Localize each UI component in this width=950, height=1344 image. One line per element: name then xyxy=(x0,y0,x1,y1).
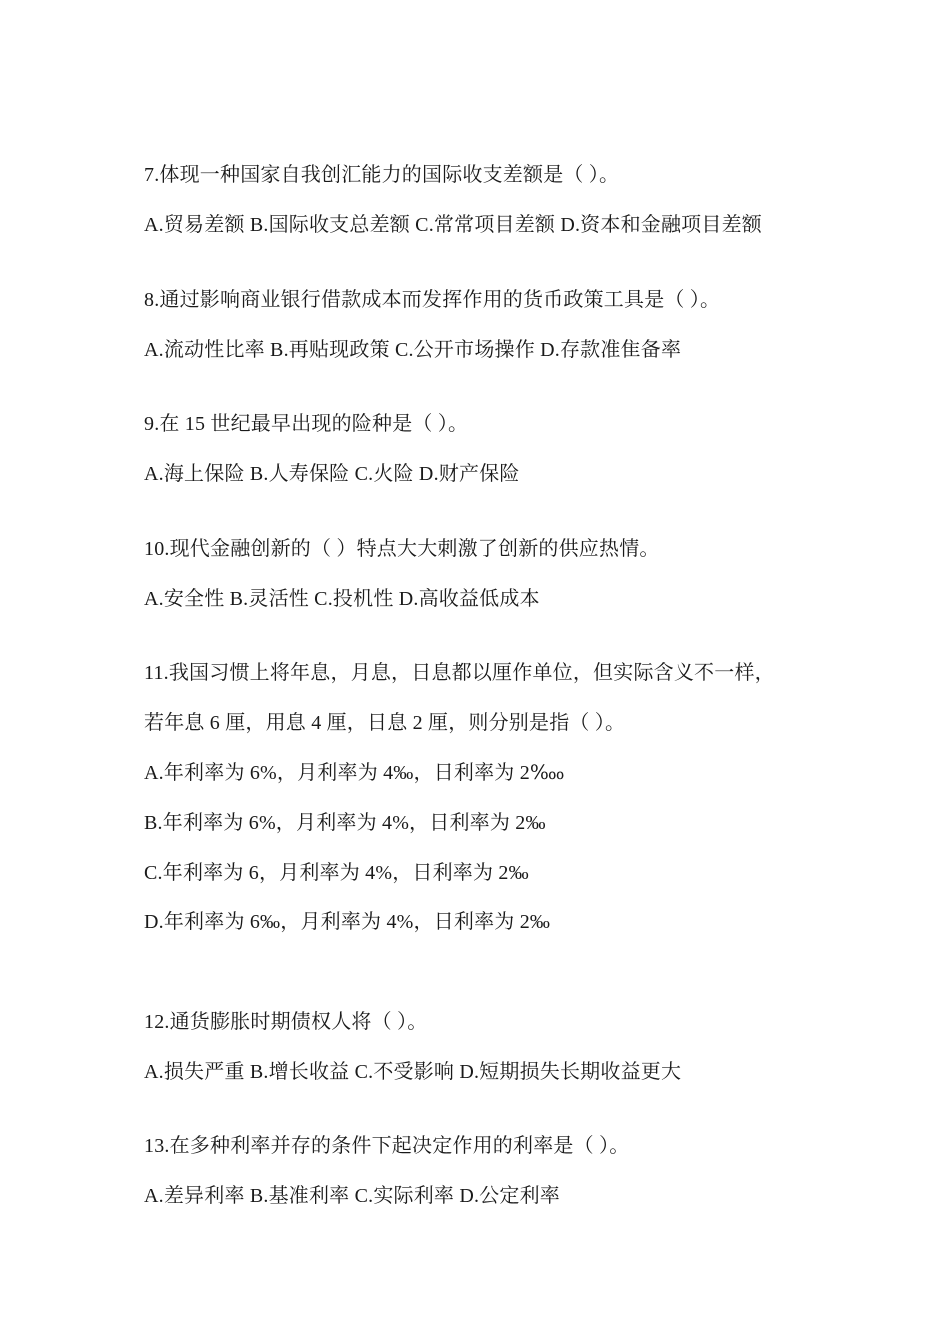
question-13-options: A.差异利率 B.基准利率 C.实际利率 D.公定利率 xyxy=(144,1185,560,1207)
question-8-options: A.流动性比率 B.再贴现政策 C.公开市场操作 D.存款准隹备率 xyxy=(144,339,682,361)
question-11-stem-line-2: 若年息 6 厘，用息 4 厘，日息 2 厘，则分别是指（ ）。 xyxy=(144,712,626,734)
question-11-option-a: A.年利率为 6%，月利率为 4‰，日利率为 2‱ xyxy=(144,762,565,784)
question-10-options: A.安全性 B.灵活性 C.投机性 D.高收益低成本 xyxy=(144,588,540,610)
question-11-stem-line-1: 11.我国习惯上将年息，月息，日息都以厘作单位，但实际含义不一样， xyxy=(144,662,775,684)
question-11-option-c: C.年利率为 6，月利率为 4%，日利率为 2‰ xyxy=(144,862,529,884)
question-11-option-d: D.年利率为 6‰，月利率为 4%，日利率为 2‰ xyxy=(144,911,551,933)
question-9-stem: 9.在 15 世纪最早出现的险种是（ ）。 xyxy=(144,413,469,435)
question-13-stem: 13.在多种利率并存的条件下起决定作用的利率是（ ）。 xyxy=(144,1135,630,1157)
question-8-stem: 8.通过影响商业银行借款成本而发挥作用的货币政策工具是（ ）。 xyxy=(144,289,721,311)
question-7-options: A.贸易差额 B.国际收支总差额 C.常常项目差额 D.资本和金融项目差额 xyxy=(144,214,762,236)
question-7-stem: 7.体现一种国家自我创汇能力的国际收支差额是（ ）。 xyxy=(144,164,620,186)
question-11-option-b: B.年利率为 6%，月利率为 4%，日利率为 2‰ xyxy=(144,812,546,834)
question-12-options: A.损失严重 B.增长收益 C.不受影响 D.短期损失长期收益更大 xyxy=(144,1061,682,1083)
question-12-stem: 12.通货膨胀时期债权人将（ ）。 xyxy=(144,1011,428,1033)
question-10-stem: 10.现代金融创新的（ ）特点大大刺激了创新的供应热情。 xyxy=(144,538,660,560)
question-9-options: A.海上保险 B.人寿保险 C.火险 D.财产保险 xyxy=(144,463,520,485)
